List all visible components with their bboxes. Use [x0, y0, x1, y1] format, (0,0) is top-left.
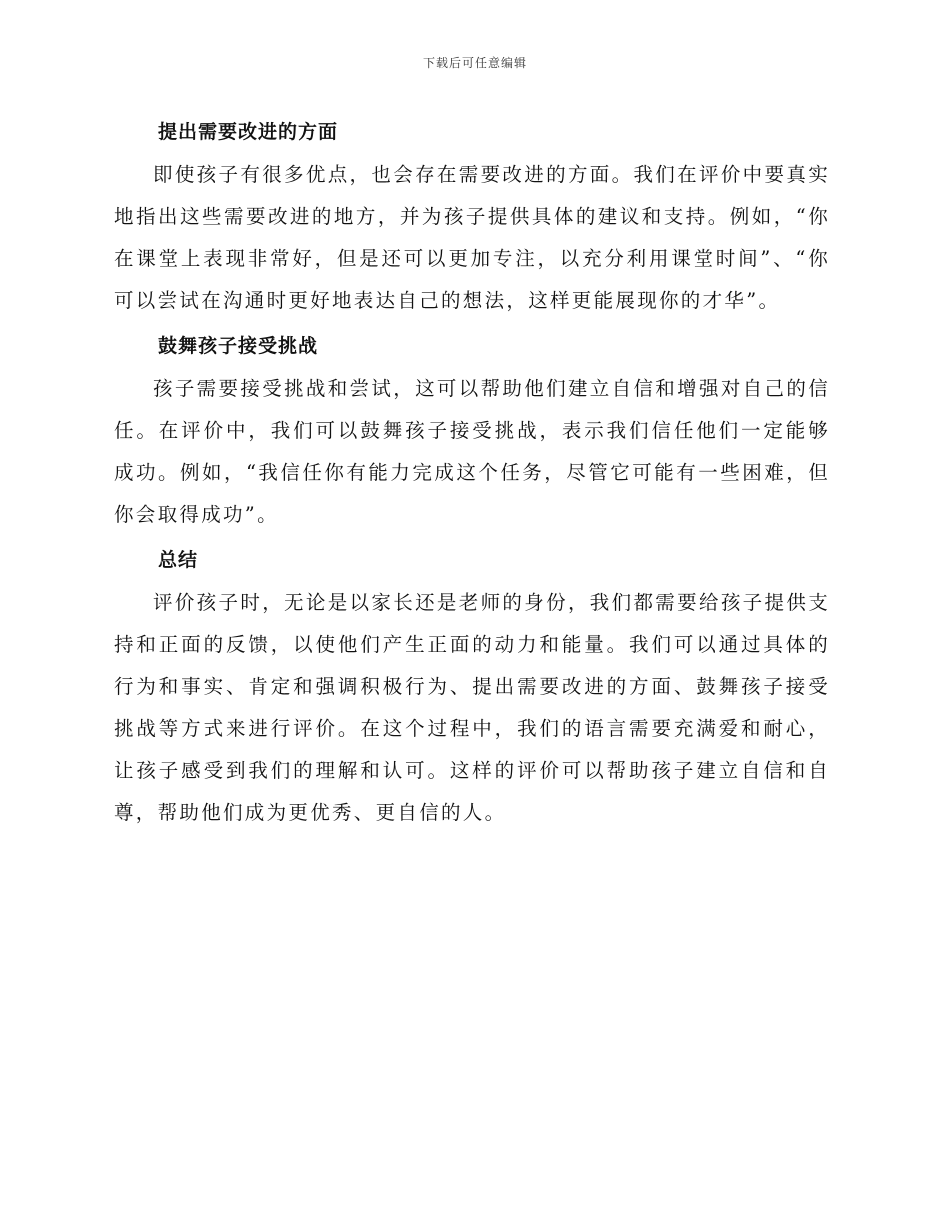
section-heading-improvement: 提出需要改进的方面 [158, 121, 339, 143]
document-body [114, 110, 830, 840]
section-heading-challenge: 鼓舞孩子接受挑战 [158, 335, 319, 357]
section-heading-summary: 总结 [158, 549, 199, 571]
section-paragraph-improvement: 即使孩子有很多优点，也会存在需要改进的方面。我们在评价中要真实地指出这些需要改进的地方，并为孩子提供具体的建议和支持。例如，“你在课堂上表现非常好，但是还可以更加专注，以充分利用课堂时间”、“你可以尝试在沟通时更好地表达自己的想法，这样更能展现你的才华”。 [114, 163, 830, 312]
section-paragraph-challenge: 孩子需要接受挑战和尝试，这可以帮助他们建立自信和增强对自己的信任。在评价中，我们可以鼓舞孩子接受挑战，表示我们信任他们一定能够成功。例如，“我信任你有能力完成这个任务，尽管它可能有一些困难，但你会取得成功”。 [114, 377, 830, 526]
section-paragraph-summary: 评价孩子时，无论是以家长还是老师的身份，我们都需要给孩子提供支持和正面的反馈，以使他们产生正面的动力和能量。我们可以通过具体的行为和事实、肯定和强调积极行为、提出需要改进的方面、鼓舞孩子接受挑战等方式来进行评价。在这个过程中，我们的语言需要充满爱和耐心，让孩子感受到我们的理解和认可。这样的评价可以帮助孩子建立自信和自尊，帮助他们成为更优秀、更自信的人。 [114, 591, 830, 824]
page-header: 下载后可任意编辑 [422, 56, 527, 70]
